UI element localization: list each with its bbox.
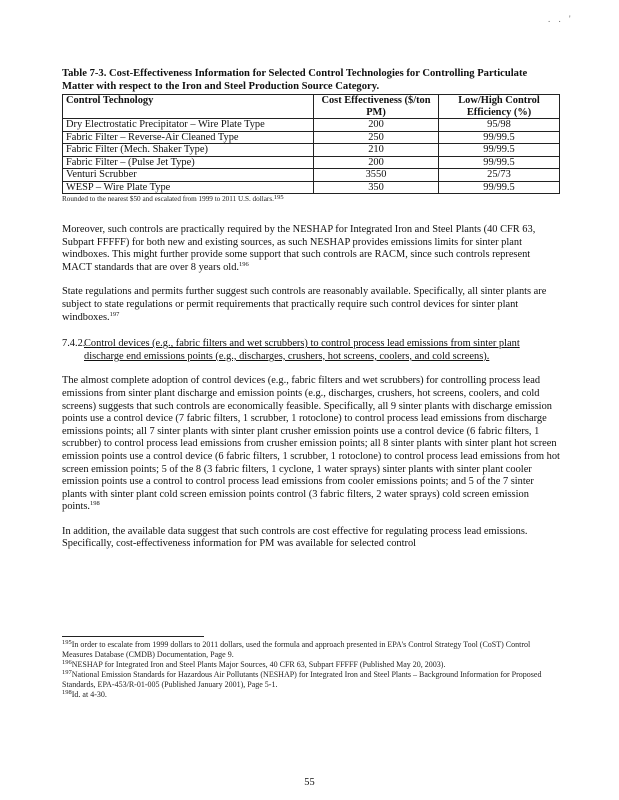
paragraph-control-adoption	[62, 375, 560, 514]
paragraph-cost-effective: In addition, the available data suggest that such controls are cost effective for regulating process lead emissions. Specifically, cost-effectiveness information for PM was available for selected control	[62, 525, 528, 550]
cell-technology: Fabric Filter – (Pulse Jet Type)	[63, 156, 314, 169]
footnote-ref: 197	[109, 310, 120, 318]
cell-cost: 250	[314, 131, 439, 144]
cell-efficiency: 25/73	[439, 169, 560, 182]
table-row	[63, 156, 560, 169]
table-header-row	[63, 95, 560, 119]
footnote-number: 198	[62, 689, 72, 696]
footnote	[62, 660, 560, 670]
table-note-text: Rounded to the nearest $50 and escalated from 1999 to 2011 U.S. dollars.	[62, 195, 274, 203]
header-control-efficiency: Low/High Control Efficiency (%)	[439, 95, 560, 119]
footnote-divider	[62, 636, 204, 637]
footnote	[62, 670, 560, 690]
corner-mark: . . '	[548, 14, 574, 24]
page-number: 55	[304, 777, 315, 788]
cell-technology: Fabric Filter (Mech. Shaker Type)	[63, 144, 314, 157]
cell-technology: Venturi Scrubber	[63, 169, 314, 182]
footnote-ref: 196	[238, 260, 249, 268]
paragraph-state-regulations	[62, 286, 560, 324]
document-body	[62, 68, 560, 551]
cell-cost: 210	[314, 144, 439, 157]
footnote-text: NESHAP for Integrated Iron and Steel Plants Major Sources, 40 CFR 63, Subpart FFFFF (Published May 20, 2003).	[71, 660, 446, 669]
cell-technology: Fabric Filter – Reverse-Air Cleaned Type	[63, 131, 314, 144]
footnote-number: 196	[62, 659, 72, 666]
footnote	[62, 640, 560, 660]
cell-efficiency: 99/99.5	[439, 131, 560, 144]
cell-cost: 3550	[314, 169, 439, 182]
section-heading	[62, 338, 560, 363]
cell-cost: 350	[314, 181, 439, 194]
footnote-text: Id. at 4-30.	[71, 690, 107, 699]
section-title: Control devices (e.g., fabric filters and wet scrubbers) to control process lead emissions from sinter plant discharge end emissions points (e.g., discharges, crushers, hot screens, coolers, and cold screens).	[84, 338, 520, 362]
paragraph-text: The almost complete adoption of control devices (e.g., fabric filters and wet scrubbers) for controlling process lead emissions from sinter plant discharge and emission points (e.g., discharges, crushers, hot screens, coolers, and cold screens) suggests that such controls are economically feasible. Specifically, all 9 sinter plants with discharge emission points use a control device (7 fabric filters, 1 scrubber, 1 rotoclone) to control process lead emissions from discharge emissions points; all 7 sinter plants with sinter plant crusher emission points use a control device (6 fabric filters, 1 scrubber) to control process lead emissions from crusher emission points; all 8 sinter plants with sinter plant hot screen emission points use a control device (6 fabric filters, 1 scrubber, 1 rotoclone) to control process lead emissions from hot screen emission points; 5 of the 8 (3 fabric filters, 1 cyclone, 1 water sprays) sinter plants with sinter plant cooler emission points use a control to control process lead emissions from cooler emissions points; and 5 of the 7 sinter plants with sinter plant cold screen emission points control (3 fabric filters, 2 water sprays) cold screen emission points.	[62, 375, 560, 513]
table-row	[63, 131, 560, 144]
paragraph-text: State regulations and permits further suggest such controls are reasonably available. Specifically, all sinter plants are subject to state regulations or permit requirements that practically require such control devices for sinter plant windboxes.	[62, 286, 547, 323]
section-number: 7.4.2.	[62, 338, 86, 350]
cell-technology: WESP – Wire Plate Type	[63, 181, 314, 194]
header-cost-effectiveness: Cost Effectiveness ($/ton PM)	[314, 95, 439, 119]
cell-efficiency: 99/99.5	[439, 156, 560, 169]
cost-effectiveness-table	[62, 94, 560, 194]
cell-efficiency: 95/98	[439, 119, 560, 132]
table-row	[63, 144, 560, 157]
footnote-number: 197	[62, 669, 72, 676]
footnote-ref: 198	[90, 500, 100, 508]
table-note	[62, 195, 560, 204]
cell-technology: Dry Electrostatic Precipitator – Wire Plate Type	[63, 119, 314, 132]
footnotes	[62, 636, 560, 700]
table-row	[63, 169, 560, 182]
footnote-text: National Emission Standards for Hazardous Air Pollutants (NESHAP) for Integrated Iron and Steel Plants – Background Information for Proposed Standards, EPA-453/R-01-005 (Published January 2001), Page 5-1.	[62, 670, 542, 689]
footnote	[62, 690, 560, 700]
cell-efficiency: 99/99.5	[439, 181, 560, 194]
paragraph-neshap	[62, 224, 560, 274]
footnote-number: 195	[62, 639, 72, 646]
cell-cost: 200	[314, 119, 439, 132]
footnote-text: In order to escalate from 1999 dollars to 2011 dollars, used the formula and approach presented in EPA's Control Strategy Tool (CoST) Control Measures Database (CMDB) Documentation, Page 9.	[62, 640, 531, 659]
paragraph-text: Moreover, such controls are practically required by the NESHAP for Integrated Iron and Steel Plants (40 CFR 63, Subpart FFFFF) for both new and existing sources, as such NESHAP provides emissions limits for sinter plant windboxes. This might further provide some support that such controls are RACM, since such controls represent MACT standards that are over 8 years old.	[62, 224, 536, 273]
table-title: Table 7-3. Cost-Effectiveness Information for Selected Control Technologies for Controlling Particulate Matter with respect to the Iron and Steel Production Source Category.	[62, 68, 528, 92]
table-row	[63, 181, 560, 194]
table-row	[63, 119, 560, 132]
footnote-ref: 195	[273, 194, 284, 201]
cell-efficiency: 99/99.5	[439, 144, 560, 157]
header-control-technology: Control Technology	[63, 95, 314, 119]
cell-cost: 200	[314, 156, 439, 169]
